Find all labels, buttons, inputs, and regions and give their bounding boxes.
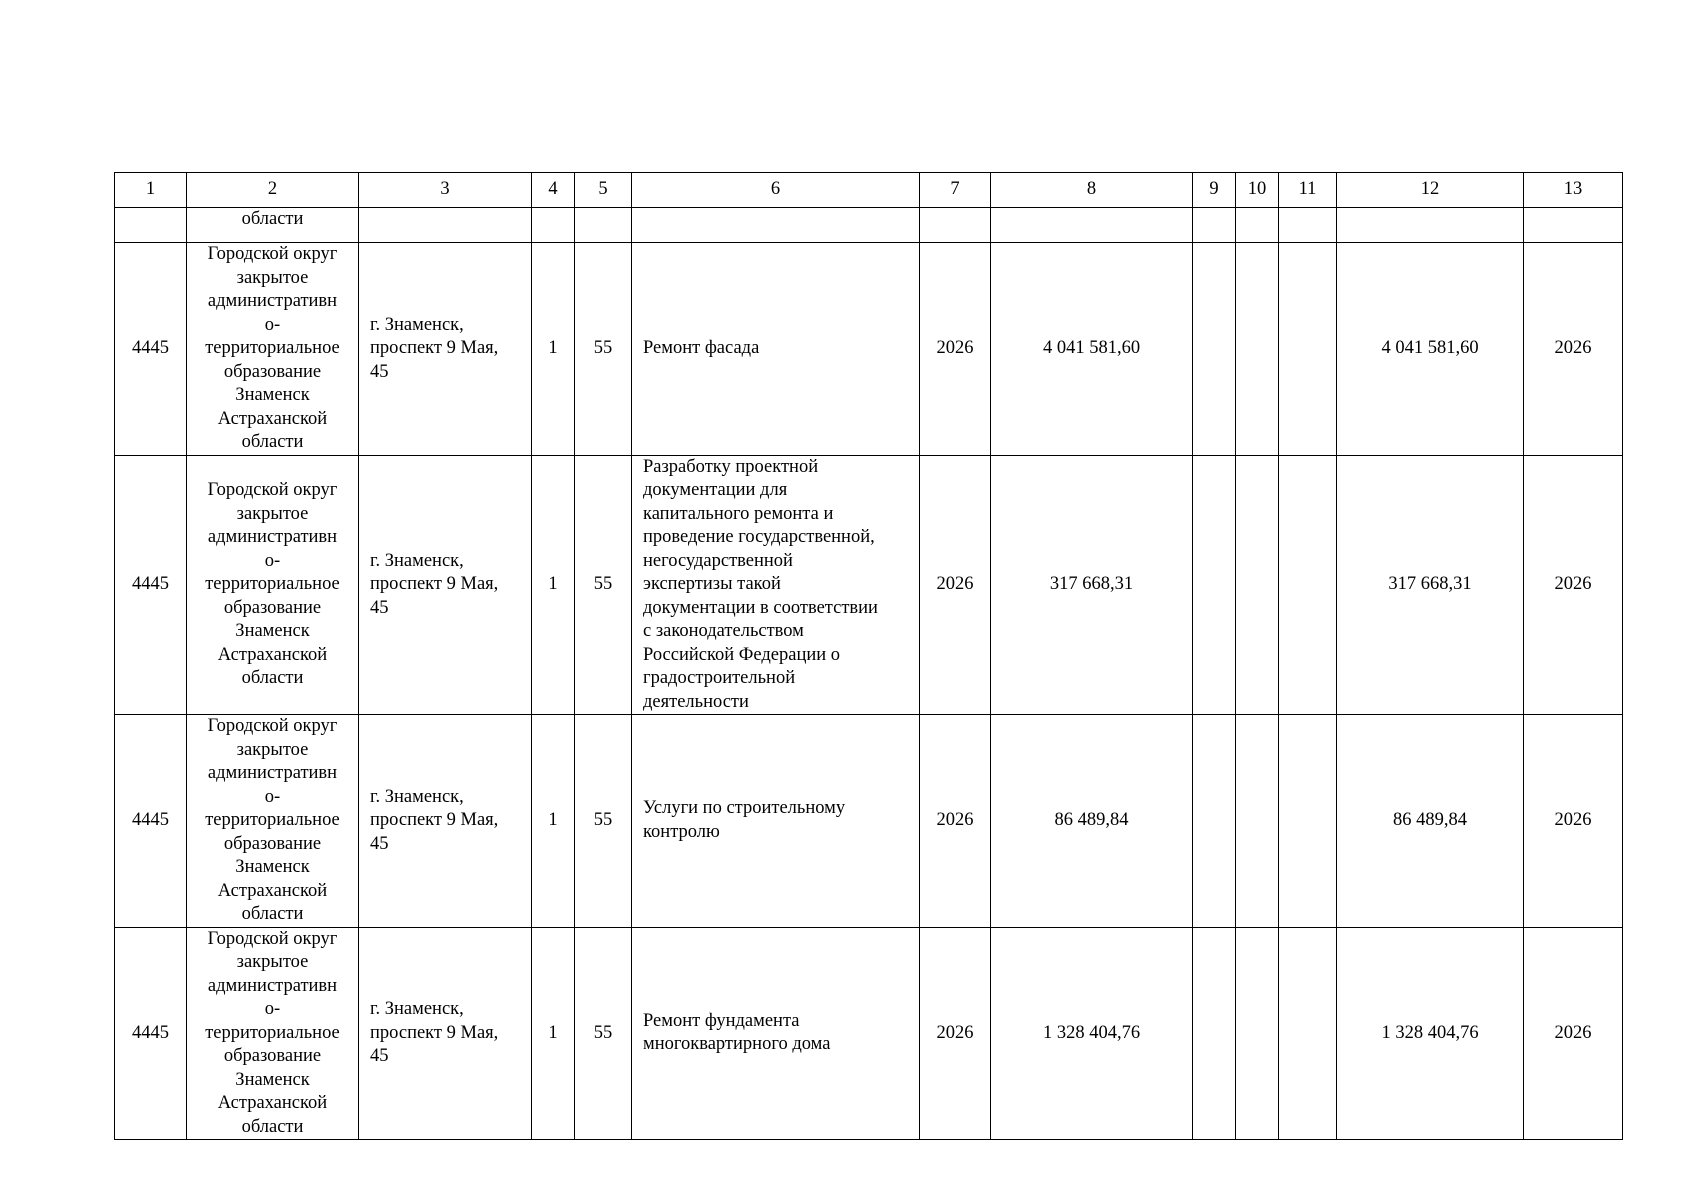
municipality-line: Городской округ	[207, 480, 338, 500]
municipality-line: о-	[264, 314, 281, 335]
address-line: 45	[370, 361, 389, 382]
col4-cell: 1	[532, 243, 575, 456]
work-type-line: экспертизы такой	[643, 574, 781, 594]
municipality-line: Городской округ	[207, 716, 338, 736]
header-cell: 8	[991, 173, 1193, 208]
table-row	[115, 455, 1623, 715]
col5-cell: 55	[575, 243, 632, 456]
municipality-cell	[187, 243, 359, 456]
header-cell: 9	[1193, 173, 1236, 208]
total-cost-cell: 4 041 581,60	[1337, 243, 1524, 456]
municipality-cell	[187, 715, 359, 928]
capital-repair-table	[114, 172, 1623, 1140]
work-type-cell	[632, 455, 920, 715]
header-cell: 4	[532, 173, 575, 208]
table-cell	[1279, 208, 1337, 243]
header-cell: 11	[1279, 173, 1337, 208]
municipality-cell	[187, 455, 359, 715]
address-line: г. Знаменск,	[370, 314, 464, 335]
col11-cell	[1279, 927, 1337, 1140]
municipality-line: образование	[223, 833, 322, 854]
municipality-line: территориальное	[205, 810, 340, 830]
continuation-row	[115, 208, 1623, 243]
year-cell: 2026	[920, 243, 991, 456]
municipality-line: Знаменск	[235, 1069, 310, 1090]
municipality-line: территориальное	[205, 574, 340, 594]
header-cell: 13	[1524, 173, 1623, 208]
header-cell: 3	[359, 173, 532, 208]
municipality-line: закрытое	[236, 739, 309, 760]
row-number-cell: 4445	[115, 927, 187, 1140]
address-cell	[359, 927, 532, 1140]
municipality-line: Городской округ	[207, 928, 338, 949]
municipality-line: о-	[264, 550, 281, 571]
table-cell	[920, 208, 991, 243]
municipality-line: области	[241, 432, 304, 452]
col9-cell	[1193, 455, 1236, 715]
col4-cell: 1	[532, 455, 575, 715]
address-line: 45	[370, 1046, 389, 1066]
municipality-line: закрытое	[236, 267, 309, 288]
completion-year-cell: 2026	[1524, 927, 1623, 1140]
work-type-line: документации в соответствии	[643, 597, 878, 618]
table-cell	[991, 208, 1193, 243]
work-type-line: Разработку проектной	[643, 456, 819, 477]
col10-cell	[1236, 715, 1279, 928]
col10-cell	[1236, 243, 1279, 456]
col9-cell	[1193, 927, 1236, 1140]
table-cell	[115, 208, 187, 243]
cost-cell: 86 489,84	[991, 715, 1193, 928]
completion-year-cell: 2026	[1524, 715, 1623, 928]
col10-cell	[1236, 927, 1279, 1140]
municipality-line: административн	[207, 527, 338, 547]
cost-cell: 4 041 581,60	[991, 243, 1193, 456]
table-cell	[1236, 208, 1279, 243]
address-cell	[359, 455, 532, 715]
completion-year-cell: 2026	[1524, 243, 1623, 456]
municipality-line: Астраханской	[217, 644, 328, 665]
municipality-line: территориальное	[205, 1022, 340, 1043]
col9-cell	[1193, 715, 1236, 928]
municipality-line: Астраханской	[217, 880, 328, 901]
table-cell	[575, 208, 632, 243]
work-type-line: градостроительной	[643, 668, 796, 688]
year-cell: 2026	[920, 455, 991, 715]
row-number-cell: 4445	[115, 715, 187, 928]
col5-cell: 55	[575, 455, 632, 715]
col5-cell: 55	[575, 715, 632, 928]
municipality-line: Знаменск	[235, 385, 310, 405]
row-number-cell: 4445	[115, 243, 187, 456]
address-cell	[359, 243, 532, 456]
table-row	[115, 715, 1623, 928]
address-line: г. Знаменск,	[370, 550, 464, 571]
address-line: проспект 9 Мая,	[370, 338, 499, 358]
cost-cell: 317 668,31	[991, 455, 1193, 715]
municipality-line: образование	[223, 1046, 322, 1066]
address-line: проспект 9 Мая,	[370, 810, 499, 830]
total-cost-cell: 317 668,31	[1337, 455, 1524, 715]
municipality-line: Астраханской	[217, 408, 328, 429]
address-line: г. Знаменск,	[370, 999, 464, 1019]
table-cell	[1524, 208, 1623, 243]
municipality-line: Знаменск	[235, 857, 310, 877]
municipality-line: административн	[207, 291, 338, 311]
municipality-line: закрытое	[236, 952, 309, 972]
work-type-line: документации для	[643, 480, 788, 500]
work-type-line: Ремонт фундамента	[643, 1010, 800, 1031]
header-cell: 10	[1236, 173, 1279, 208]
table-row	[115, 927, 1623, 1140]
work-type-line: проведение государственной,	[643, 527, 875, 547]
work-type-line: Ремонт фасада	[643, 338, 760, 358]
municipality-line: области	[241, 668, 304, 688]
work-type-line: контролю	[643, 821, 720, 842]
municipality-line: административн	[207, 975, 338, 996]
col4-cell: 1	[532, 715, 575, 928]
address-cell	[359, 715, 532, 928]
address-line: проспект 9 Мая,	[370, 574, 499, 594]
table-cell	[359, 208, 532, 243]
col11-cell	[1279, 243, 1337, 456]
header-cell: 12	[1337, 173, 1524, 208]
municipality-line: закрытое	[236, 503, 309, 524]
total-cost-cell: 1 328 404,76	[1337, 927, 1524, 1140]
municipality-line: области	[241, 1116, 304, 1137]
address-line: 45	[370, 597, 389, 618]
table-cell	[532, 208, 575, 243]
header-cell: 5	[575, 173, 632, 208]
work-type-line: деятельности	[643, 691, 749, 712]
municipality-line: Астраханской	[217, 1093, 328, 1113]
work-type-cell	[632, 715, 920, 928]
year-cell: 2026	[920, 927, 991, 1140]
row-number-cell: 4445	[115, 455, 187, 715]
column-number-row	[115, 173, 1623, 208]
municipality-line: административн	[207, 763, 338, 783]
table-cell	[632, 208, 920, 243]
table-cell	[1337, 208, 1524, 243]
address-line: проспект 9 Мая,	[370, 1022, 499, 1043]
work-type-cell	[632, 243, 920, 456]
municipality-cell	[187, 927, 359, 1140]
table-cell	[1193, 208, 1236, 243]
header-cell: 1	[115, 173, 187, 208]
header-cell: 2	[187, 173, 359, 208]
header-cell: 7	[920, 173, 991, 208]
table-body	[115, 173, 1623, 1140]
work-type-line: с законодательством	[643, 621, 804, 641]
municipality-line: образование	[223, 597, 322, 618]
work-type-line: многоквартирного дома	[643, 1034, 831, 1055]
municipality-line: о-	[264, 786, 281, 807]
work-type-line: капитального ремонта и	[643, 503, 834, 524]
municipality-line: Знаменск	[235, 621, 310, 641]
address-line: г. Знаменск,	[370, 786, 464, 807]
municipality-line: Городской округ	[207, 244, 338, 264]
table-row	[115, 243, 1623, 456]
col11-cell	[1279, 715, 1337, 928]
work-type-line: Услуги по строительному	[643, 798, 846, 819]
header-cell: 6	[632, 173, 920, 208]
municipality-line: области	[241, 904, 304, 924]
col5-cell: 55	[575, 927, 632, 1140]
municipality-cell: области	[187, 208, 359, 243]
col10-cell	[1236, 455, 1279, 715]
work-type-cell	[632, 927, 920, 1140]
completion-year-cell: 2026	[1524, 455, 1623, 715]
municipality-line: образование	[223, 361, 322, 382]
col9-cell	[1193, 243, 1236, 456]
col11-cell	[1279, 455, 1337, 715]
work-type-line: негосударственной	[643, 550, 793, 571]
municipality-line: территориальное	[205, 338, 340, 358]
municipality-line: о-	[264, 999, 281, 1019]
year-cell: 2026	[920, 715, 991, 928]
work-type-line: Российской Федерации о	[643, 644, 841, 665]
address-line: 45	[370, 833, 389, 854]
total-cost-cell: 86 489,84	[1337, 715, 1524, 928]
cost-cell: 1 328 404,76	[991, 927, 1193, 1140]
col4-cell: 1	[532, 927, 575, 1140]
